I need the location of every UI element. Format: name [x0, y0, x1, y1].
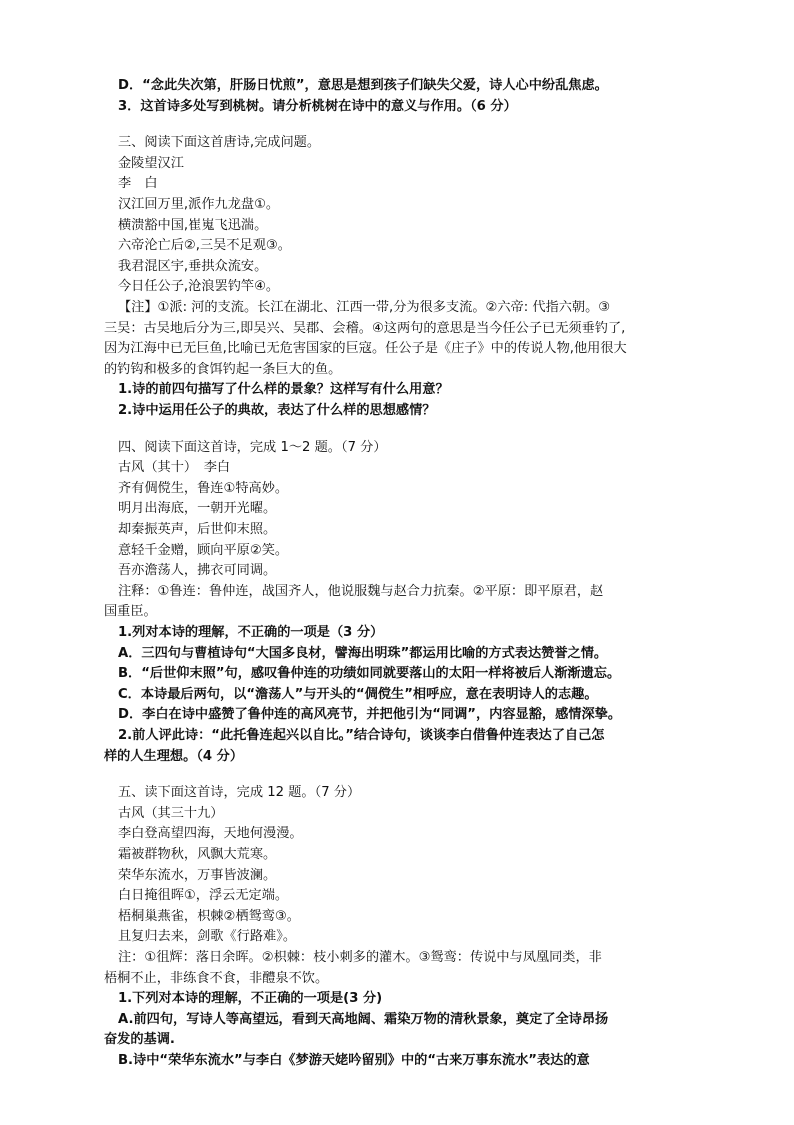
- poem-line: 荣华东流水，万事皆波澜。: [118, 867, 277, 883]
- question: 样的人生理想。（4 分）: [104, 748, 244, 764]
- poem-line: 梧桐巢燕雀，枳棘②栖鸳鸾③。: [118, 908, 300, 924]
- annotation-line: 因为江海中已无巨鱼,比喻已无危害国家的巨寇。任公子是《庄子》中的传说人物,他用很大: [104, 341, 627, 357]
- annotation-line: 三吴：古吴地后分为三,即吴兴、吴郡、会稽。④这两句的意思是当今任公子已无须垂钓了,: [104, 320, 626, 336]
- question: 2.前人评此诗：“此托鲁连起兴以自比。”结合诗句，谈谈李白借鲁仲连表达了自己怎: [118, 728, 605, 743]
- option-d: D．李白在诗中盛赞了鲁仲连的高风亮节，并把他引为“同调”，内容显豁，感情深挚。: [118, 707, 622, 723]
- poem-line: 意轻千金赠，顾向平原②笑。: [118, 542, 289, 558]
- poem-line: 今日任公子,沧浪罢钓竿④。: [118, 279, 280, 295]
- question: 1.列对本诗的理解，不正确的一项是（3 分）: [118, 625, 384, 640]
- section-3-heading: 三、阅读下面这首唐诗,完成问题。: [118, 135, 321, 151]
- poem-line: 我君混区宇,垂拱众流安。: [118, 258, 268, 274]
- poem-line: 横溃豁中国,崔嵬飞迅湍。: [118, 217, 268, 233]
- annotation-line: 注释：①鲁连：鲁仲连，战国齐人，他说服魏与赵合力抗秦。②平原：即平原君，赵: [118, 583, 604, 599]
- question: 1.诗的前四句描写了什么样的景象？这样写有什么用意？: [118, 382, 449, 398]
- question: 2.诗中运用任公子的典故，表达了什么样的思想感情？: [118, 403, 436, 418]
- poem-author: 李 白: [118, 176, 158, 192]
- annotation-line: 的钓钩和极多的食饵钓起一条巨大的鱼。: [104, 361, 342, 377]
- poem-line: 李白登高望四海，天地何漫漫。: [118, 826, 303, 842]
- poem-title: 古风（其三十九）: [118, 805, 224, 821]
- poem-line: 霜被群物秋，风飘大荒寒。: [118, 847, 277, 862]
- annotation-line: 注：①徂辉：落日余晖。②枳棘：枝小刺多的灌木。③鸳鸾：传说中与凤凰同类，非: [118, 950, 602, 965]
- option-d-line: D．“念此失次第，肝肠日忧煎”，意思是想到孩子们缺失父爱，诗人心中纷乱焦虑。: [118, 78, 608, 93]
- annotation-line: 国重臣。: [104, 604, 157, 620]
- annotation-line: 梧桐不止，非练食不食，非醴泉不饮。: [104, 970, 329, 986]
- poem-line: 齐有倜傥生，鲁连①特高妙。: [118, 480, 289, 496]
- option-a: A．三四句与曹植诗句“大国多良材，譬海出明珠”都运用比喻的方式表达赞誉之情。: [118, 645, 608, 661]
- option-a-cont: 奋发的基调.: [104, 1032, 175, 1048]
- poem-line: 六帝沦亡后②,三吴不足观③。: [118, 238, 291, 254]
- option-b: B．“后世仰末照”句，感叹鲁仲连的功绩如同就要落山的太阳一样将被后人渐渐遗忘。: [118, 666, 621, 682]
- option-b: B.诗中“荣华东流水”与李白《梦游天姥吟留别》中的“古来万事东流水”表达的意: [118, 1053, 590, 1068]
- poem-line: 明月出海底，一朝开光曜。: [118, 501, 277, 517]
- poem-line: 吾亦澹荡人，拂衣可同调。: [118, 563, 277, 579]
- question-3: 3．这首诗多处写到桃树。请分析桃树在诗中的意义与作用。（6 分）: [118, 98, 517, 114]
- poem-title: 金陵望汉江: [118, 155, 184, 171]
- question: 1.下列对本诗的理解，不正确的一项是(3 分): [118, 991, 383, 1007]
- poem-line: 却秦振英声，后世仰末照。: [118, 522, 277, 537]
- option-c: C．本诗最后两句，以“澹荡人”与开头的“倜傥生”相呼应，意在表明诗人的志趣。: [118, 686, 598, 702]
- poem-line: 且复归去来，剑歌《行路难》。: [118, 929, 297, 945]
- annotation-line: 【注】①派: 河的支流。长江在湖北、江西一带,分为很多支流。②六帝: 代指六朝。③: [118, 300, 611, 315]
- option-a: A.前四句，写诗人等高望远，看到天高地阔、霜染万物的清秋景象，奠定了全诗昂扬: [118, 1011, 609, 1027]
- section-4-heading: 四、阅读下面这首诗，完成 1～2 题。（7 分）: [118, 439, 387, 455]
- poem-title: 古风（其十） 李白: [118, 460, 231, 476]
- poem-line: 汉江回万里,派作九龙盘①。: [118, 197, 280, 212]
- poem-line: 白日掩徂晖①，浮云无定端。: [118, 888, 289, 904]
- section-5-heading: 五、读下面这首诗，完成 12 题。（7 分）: [118, 785, 361, 801]
